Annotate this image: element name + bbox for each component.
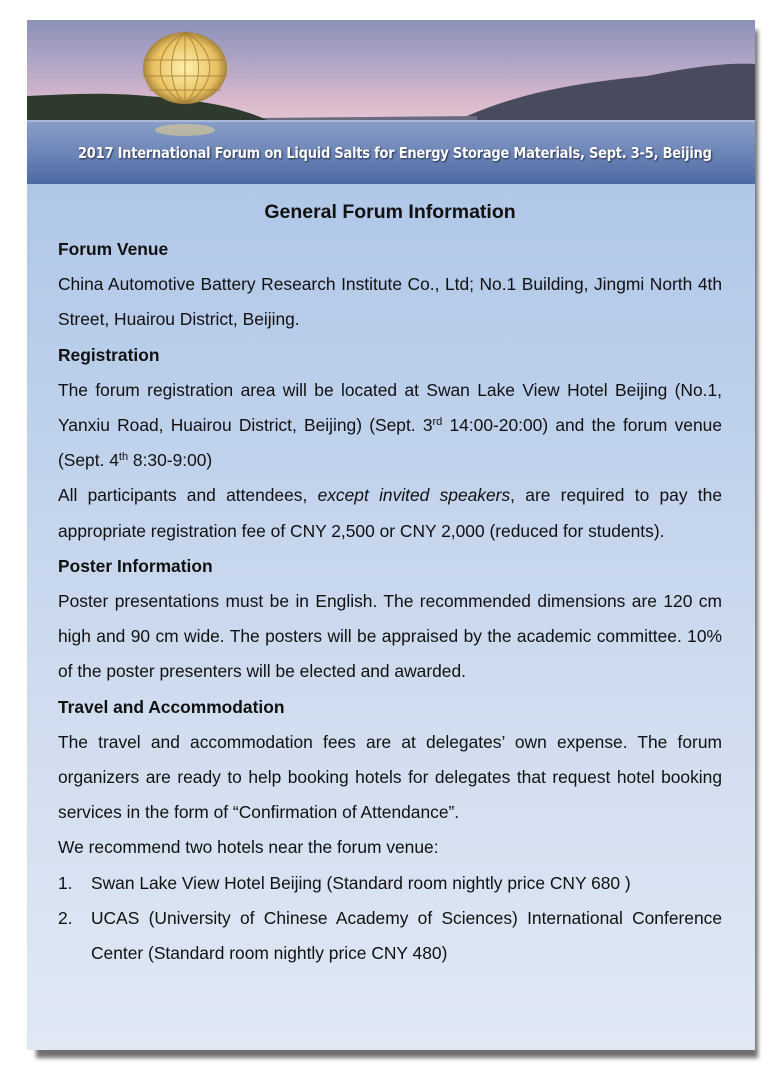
list-number: 1. [58,872,73,893]
header-banner [27,20,755,184]
hotel-text: Swan Lake View Hotel Beijing (Standard room nightly price CNY 680 ) [91,872,631,893]
hotel-text: UCAS (University of Chinese Academy of Sciences) International Conference Center (Standard room nightly price CNY 480) [91,907,722,964]
page-title: General Forum Information [264,201,516,223]
heading-poster-information: Poster Information [58,555,213,576]
travel-paragraph: The travel and accommodation fees are at delegates’ own expense. The forum organizers are ready to help booking hotels for delegates that request hotel booking services in the form of “Confirmation of Attendance”. [58,731,722,823]
registration-paragraph: The forum registration area will be located at Swan Lake View Hotel Beijing (No.1, Yanxiu Road, Huairou District, Beijing) (Sept. 3rd 14:00-20:00) and the forum venue (Sept. 4th 8:30-9:00) [58,379,722,471]
venue-paragraph: China Automotive Battery Research Institute Co., Ltd; No.1 Building, Jingmi North 4th Street, Huairou District, Beijing. [58,274,722,330]
content-body [58,198,722,971]
list-item [58,866,722,901]
heading-forum-venue: Forum Venue [58,239,169,259]
list-item [58,901,722,971]
hotels-intro: We recommend two hotels near the forum venue: [58,837,439,858]
poster-paragraph: Poster presentations must be in English. The recommended dimensions are 120 cm high and 90 cm wide. The posters will be appraised by the academic committee. 10% of the poster presenters will be elected and awarded. [58,591,722,682]
heading-registration: Registration [58,344,160,365]
hotel-list [58,866,722,972]
banner-title: 2017 International Forum on Liquid Salts for Energy Storage Materials, Sept. 3-5, Beijing [77,144,712,162]
heading-travel-accommodation: Travel and Accommodation [58,696,285,717]
list-number: 2. [58,907,73,928]
document-page [27,20,755,1050]
fee-paragraph: All participants and attendees, except invited speakers, are required to pay the appropriate registration fee of CNY 2,500 or CNY 2,000 (reduced for students). [58,485,722,541]
